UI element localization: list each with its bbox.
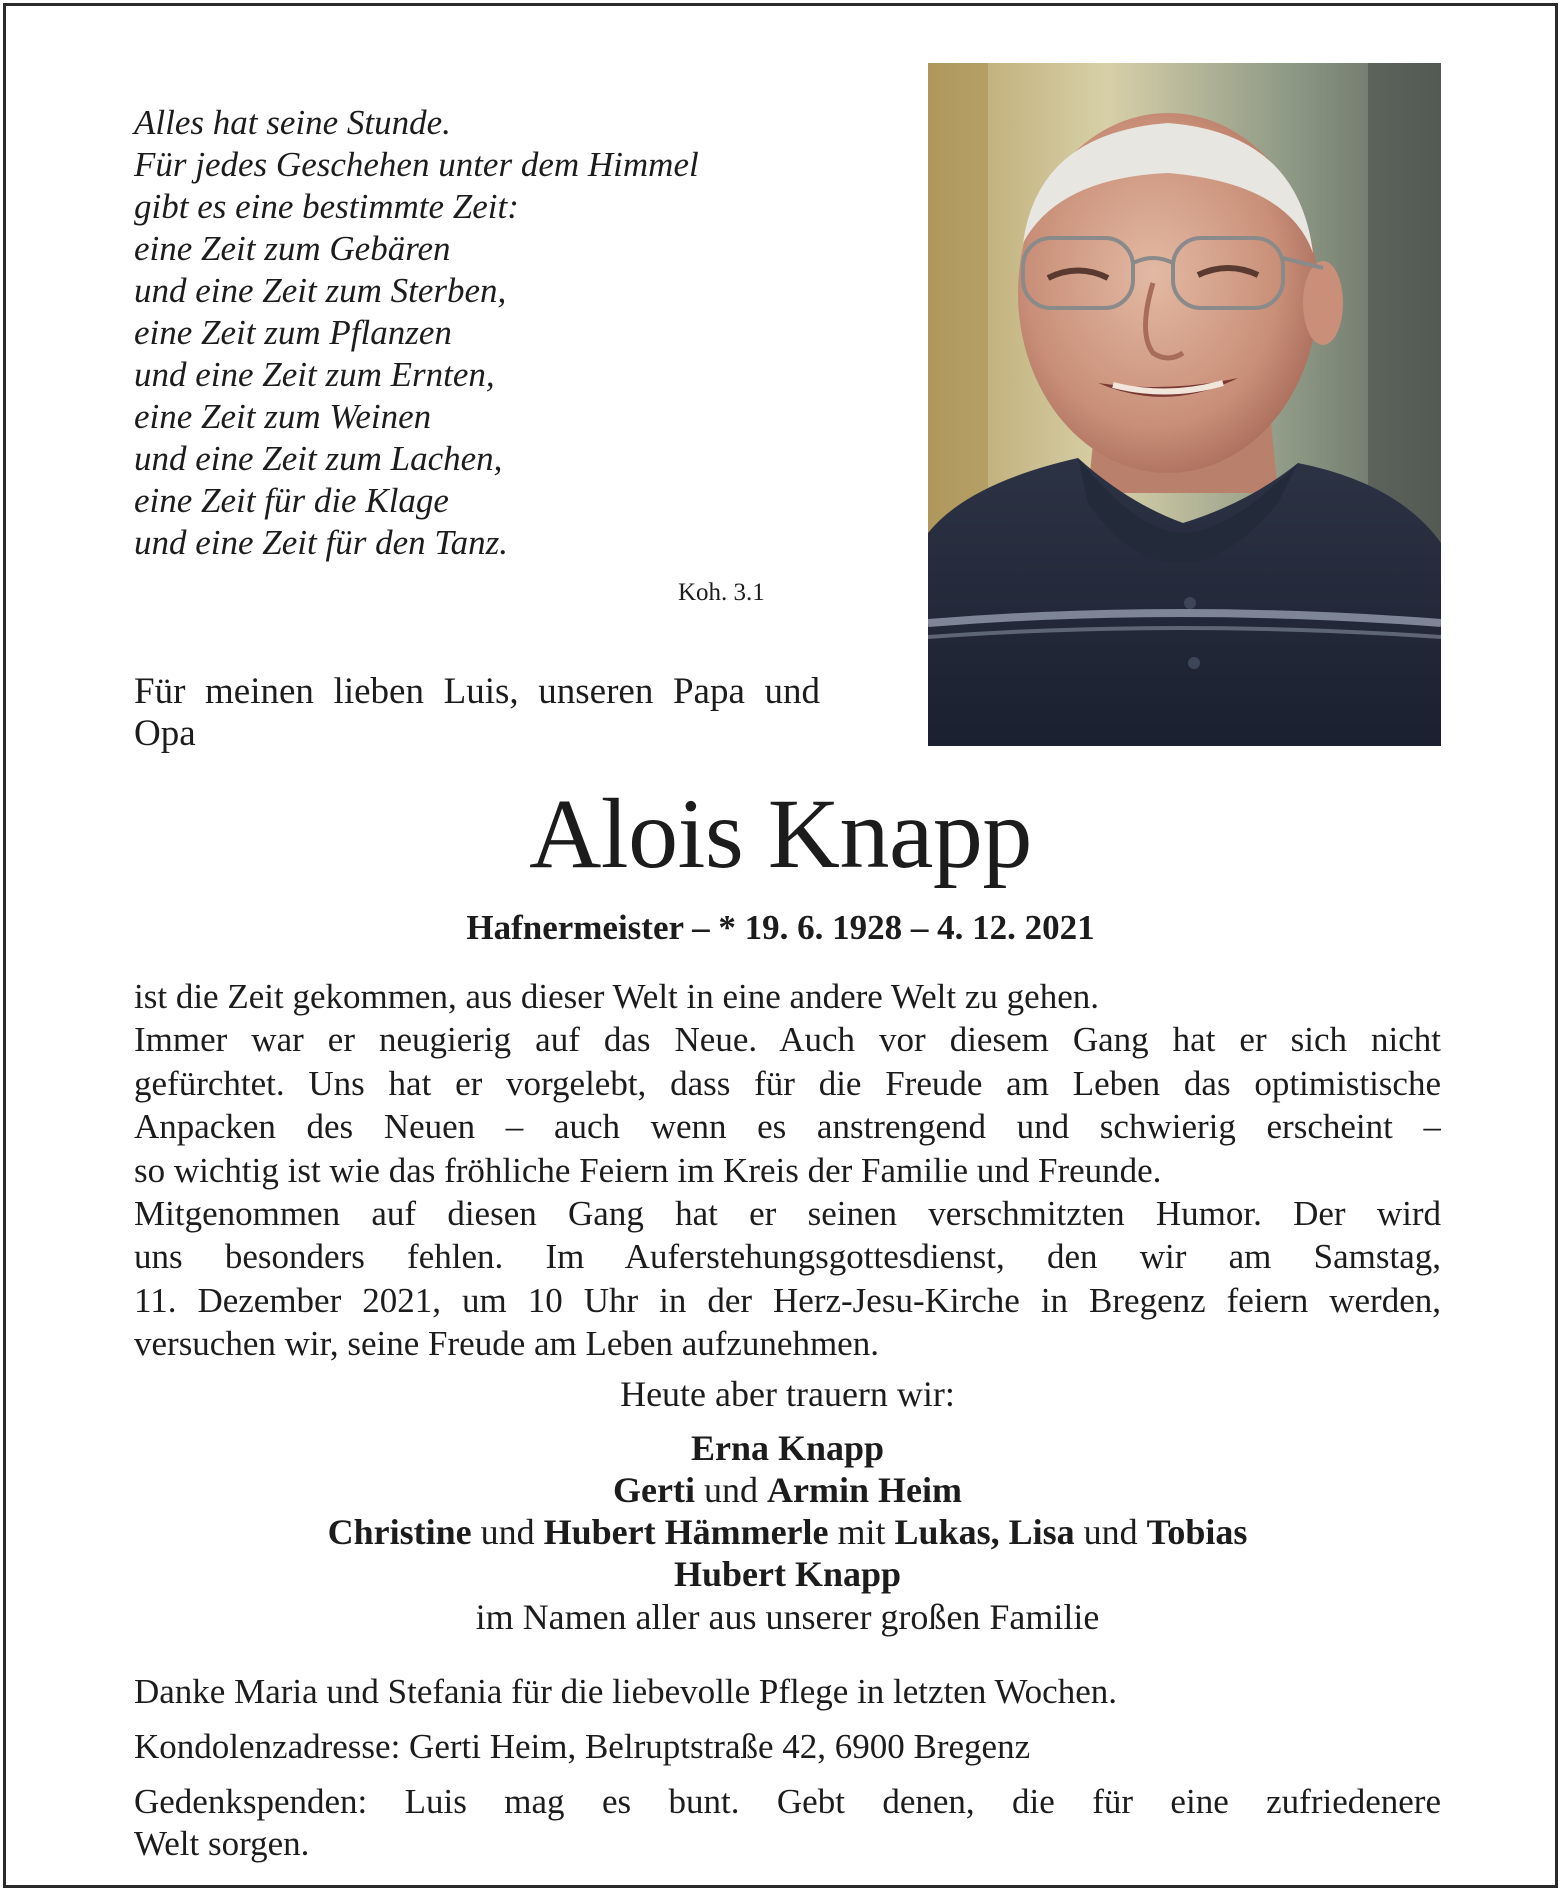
poem-line: und eine Zeit zum Ernten, xyxy=(134,355,495,394)
connector-text: und xyxy=(471,1512,544,1552)
mourner-name: Hubert Hämmerle xyxy=(543,1512,829,1552)
mourner-name: Lukas, Lisa xyxy=(894,1512,1075,1552)
connector-text: mit xyxy=(828,1512,895,1552)
body-line: so wichtig ist wie das fröhliche Feiern im Kreis der Familie und Freunde. xyxy=(134,1150,1162,1190)
mourner-line xyxy=(134,1469,1441,1511)
mourner-name: Tobias xyxy=(1146,1512,1248,1552)
mourner-name: Christine xyxy=(327,1512,472,1552)
donations-line: Welt sorgen. xyxy=(134,1824,310,1863)
poem-line: und eine Zeit zum Lachen, xyxy=(134,439,503,478)
mourner-name: Gerti xyxy=(613,1470,695,1510)
mourner-line xyxy=(134,1427,1441,1469)
obituary-notice xyxy=(3,3,1558,1888)
donations-note xyxy=(134,1781,1441,1865)
mourner-line xyxy=(134,1511,1441,1553)
poem-source: Koh. 3.1 xyxy=(678,579,765,606)
poem-line: eine Zeit zum Gebären xyxy=(134,229,451,268)
poem xyxy=(134,102,814,564)
poem-line: Für jedes Geschehen unter dem Himmel xyxy=(134,145,699,184)
poem-line: eine Zeit zum Weinen xyxy=(134,397,432,436)
connector-text: und xyxy=(694,1470,767,1510)
body-line: gefürchtet. Uns hat er vorgelebt, dass für die Freude am Leben das optimistische xyxy=(134,1063,1441,1103)
portrait-photo xyxy=(928,63,1441,746)
body-line: 11. Dezember 2021, um 10 Uhr in der Herz-Jesu-Kirche in Bregenz feiern werden, xyxy=(134,1280,1441,1320)
poem-line: und eine Zeit für den Tanz. xyxy=(134,523,508,562)
body-line: versuchen wir, seine Freude am Leben aufzunehmen. xyxy=(134,1324,879,1364)
thanks-note: Danke Maria und Stefania für die liebevolle Pflege in letzten Wochen. xyxy=(134,1672,1117,1711)
body-line: Mitgenommen auf diesen Gang hat er seinen verschmitzten Humor. Der wird xyxy=(134,1194,1441,1234)
body-line: ist die Zeit gekommen, aus dieser Welt in eine andere Welt zu gehen. xyxy=(134,977,1099,1016)
poem-line: und eine Zeit zum Sterben, xyxy=(134,271,507,310)
obituary-body xyxy=(134,975,1441,1366)
mourners-closing: im Namen aller aus unserer großen Familie xyxy=(475,1597,1100,1637)
mourners-intro: Heute aber trauern wir: xyxy=(620,1374,955,1414)
condolence-address: Kondolenzadresse: Gerti Heim, Belruptstraße 42, 6900 Bregenz xyxy=(134,1727,1031,1766)
body-line: Anpacken des Neuen – auch wenn es anstrengend und schwierig erscheint – xyxy=(134,1107,1441,1147)
profession-and-dates: Hafnermeister – * 19. 6. 1928 – 4. 12. 2021 xyxy=(466,908,1095,947)
mourner-name: Armin Heim xyxy=(766,1470,962,1510)
poem-line: Alles hat seine Stunde. xyxy=(134,103,451,142)
connector-text: und xyxy=(1074,1512,1147,1552)
body-line: Immer war er neugierig auf das Neue. Auch vor diesem Gang hat er sich nicht xyxy=(134,1020,1441,1060)
mourner-line xyxy=(134,1553,1441,1595)
body-line: uns besonders fehlen. Im Auferstehungsgottesdienst, den wir am Samstag, xyxy=(134,1237,1441,1277)
deceased-name: Alois Knapp xyxy=(529,778,1032,889)
dedication: Für meinen lieben Luis, unseren Papa und Opa xyxy=(134,671,820,754)
mourner-name: Hubert Knapp xyxy=(673,1554,902,1594)
poem-line: eine Zeit für die Klage xyxy=(134,481,449,520)
donations-line: Gedenkspenden: Luis mag es bunt. Gebt denen, die für eine zufriedenere xyxy=(134,1782,1441,1821)
poem-line: gibt es eine bestimmte Zeit: xyxy=(134,187,519,226)
poem-line: eine Zeit zum Pflanzen xyxy=(134,313,452,352)
mourner-name: Erna Knapp xyxy=(690,1428,885,1468)
